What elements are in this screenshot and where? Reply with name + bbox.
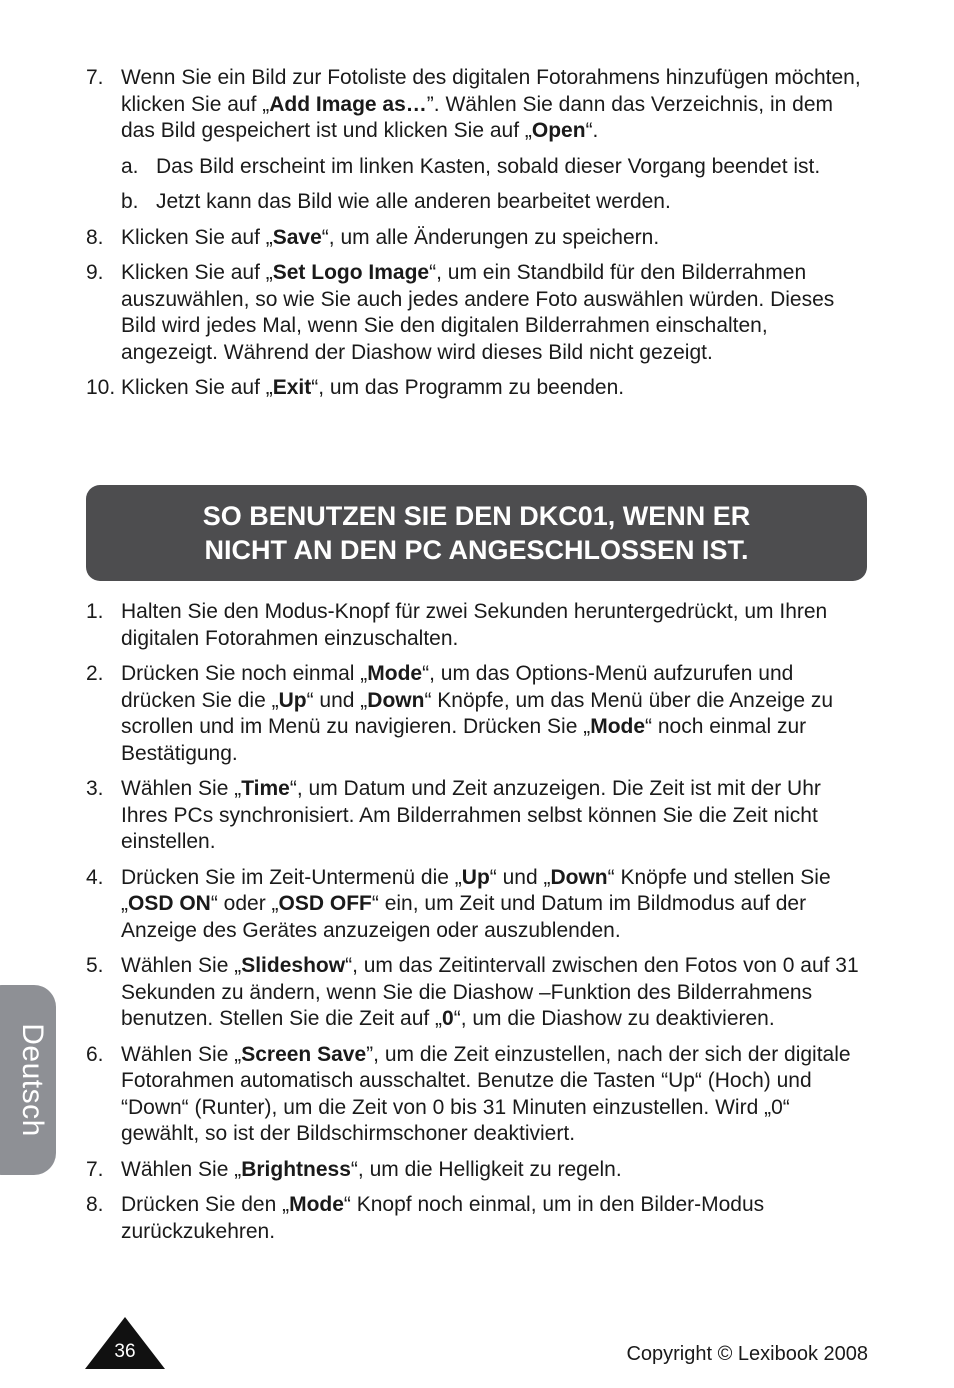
emphasized-term: Add Image as… [269, 92, 427, 116]
list-item-number: a. [121, 154, 139, 178]
list-item-text: “ noch einmal zur Bestätigung. [121, 715, 807, 765]
emphasized-term: Time [241, 777, 290, 800]
section-heading-line-1: SO BENUTZEN SIE DEN DKC01, WENN ER [202, 501, 751, 531]
list-item-number: 7. [86, 66, 104, 89]
emphasized-term: Down [367, 688, 425, 712]
list-item-text: Wählen Sie „ [121, 1157, 242, 1181]
list-item-text: Drücken Sie den „ [121, 1193, 290, 1216]
copyright-notice: Copyright © Lexibook 2008 [626, 1343, 868, 1365]
list-item-text: “, um Datum und Zeit anzuzeigen. Die Zeit ist mit der Uhr Ihres PCs synchronisiert. Am Bilderrahmen selbst können Sie die Zeit nicht einstellen. [121, 777, 821, 853]
list-item-text: “ oder „ [210, 892, 279, 915]
emphasized-term: Up [461, 865, 490, 889]
emphasized-term: Screen Save [241, 1042, 367, 1066]
section-heading-line-2: NICHT AN DEN PC ANGESCHLOSSEN IST. [204, 535, 749, 565]
list-item-number: 6. [86, 1042, 104, 1066]
list-item-number: 5. [86, 954, 104, 977]
list-item-text: “ und „ [489, 865, 551, 889]
list-item-number: b. [121, 190, 139, 213]
list-item [86, 776, 868, 856]
list-item [86, 865, 868, 945]
instructions-list-top [86, 65, 868, 411]
instructions-list-bottom [86, 599, 868, 1254]
list-item [86, 1042, 868, 1148]
list-item-text: ”. Wählen Sie dann das Verzeichnis, in dem das Bild gespeichert ist und klicken Sie auf „ [121, 92, 833, 142]
emphasized-term: Exit [272, 376, 312, 399]
list-item [86, 953, 868, 1033]
list-item-text: “, um das Zeitintervall zwischen den Fotos von 0 auf 31 Sekunden zu ändern, wenn Sie die Diashow –Funktion des Bilderrahmens benutzen. Stellen Sie die Zeit auf „ [121, 954, 859, 1030]
emphasized-term: Mode [590, 715, 646, 738]
list-item [86, 599, 868, 652]
list-item-text: “, um die Diashow zu deaktivieren. [453, 1007, 775, 1030]
list-item-text: “ Knöpfe, um das Menü über die Anzeige zu scrollen und im Menü zu navigieren. Drücken Sie „ [121, 688, 834, 738]
list-item-text: Jetzt kann das Bild wie alle anderen bearbeitet werden. [156, 190, 671, 213]
list-item-number: 7. [86, 1157, 104, 1181]
list-item-number: 9. [86, 261, 104, 284]
emphasized-term: Open [531, 119, 586, 142]
list-item-text: Klicken Sie auf „ [121, 376, 273, 399]
emphasized-term: Brightness [241, 1157, 351, 1181]
list-item-number: 1. [86, 600, 104, 623]
list-item-text: “, um ein Standbild für den Bilderrahmen auszuwählen, so wie Sie auch jedes andere Foto auswählen würden. Dieses Bild wird jedes Mal, wenn Sie den digitalen Bilderrahmen einschalten, angezeigt. Während der Diashow wird dieses Bild nicht gezeigt. [121, 261, 835, 364]
list-item-text: “, um das Programm zu beenden. [311, 376, 625, 399]
language-tab-label: Deutsch [16, 1023, 49, 1137]
emphasized-term: Down [550, 865, 608, 889]
list-item [86, 661, 868, 767]
list-item-text: Wenn Sie ein Bild zur Fotoliste des digitalen Fotorahmens hinzufügen möchten, klicken Sie auf „ [121, 66, 861, 116]
sub-list-item [121, 189, 868, 216]
list-item-text: Halten Sie den Modus-Knopf für zwei Sekunden heruntergedrückt, um Ihren digitalen Fotorahmen einzuschalten. [121, 600, 828, 650]
list-item [86, 225, 868, 252]
list-item-text: Wählen Sie „ [121, 1042, 242, 1066]
list-item-text: Das Bild erscheint im linken Kasten, sobald dieser Vorgang beendet ist. [156, 154, 821, 178]
emphasized-term: OSD OFF [278, 892, 372, 915]
list-item [86, 1192, 868, 1245]
list-item [86, 65, 868, 145]
emphasized-term: Up [278, 688, 307, 712]
list-item-text: “ Knopf noch einmal, um in den Bilder-Modus zurückzukehren. [121, 1193, 765, 1243]
list-item-text: “, um alle Änderungen zu speichern. [321, 225, 660, 249]
page-number: 36 [114, 1341, 136, 1362]
section-heading-banner [86, 485, 867, 581]
emphasized-term: Slideshow [241, 954, 346, 977]
list-item-number: 8. [86, 225, 104, 249]
list-item-number: 8. [86, 1193, 104, 1216]
list-item-text: Klicken Sie auf „ [121, 225, 273, 249]
list-item-text: ”, um die Zeit einzustellen, nach der sich der digitale Fotorahmen automatisch ausschaltet. Benutze die Tasten “Up“ (Hoch) und “Down“ (Runter), um die Zeit von 0 bis 31 Minuten einzustellen. Wird „0“ gewählt, so ist der Bildschirmschoner deaktiviert. [121, 1042, 851, 1145]
list-item-text: Klicken Sie auf „ [121, 261, 273, 284]
emphasized-term: Set Logo Image [272, 261, 430, 284]
emphasized-term: 0 [442, 1007, 454, 1030]
list-item [86, 260, 868, 366]
list-item-text: “ und „ [306, 688, 368, 712]
list-item-number: 2. [86, 662, 104, 685]
list-item-number: 4. [86, 865, 104, 889]
list-item-text: Drücken Sie noch einmal „ [121, 662, 368, 685]
list-item-text: “ ein, um Zeit und Datum im Bildmodus auf der Anzeige des Gerätes anzuzeigen oder auszublenden. [121, 892, 807, 942]
list-item-number: 3. [86, 777, 104, 800]
list-item [86, 375, 868, 402]
sub-list-item [121, 154, 868, 181]
list-item [86, 1157, 868, 1184]
list-item-text: Wählen Sie „ [121, 777, 242, 800]
list-item-text: Drücken Sie im Zeit-Untermenü die „ [121, 865, 462, 889]
emphasized-term: Mode [367, 662, 423, 685]
list-item-text: “ Knöpfe und stellen Sie „ [121, 865, 831, 915]
list-item-text: “, um das Options-Menü aufzurufen und drücken Sie die „ [121, 662, 794, 712]
list-item-text: Wählen Sie „ [121, 954, 242, 977]
emphasized-term: Save [272, 225, 322, 249]
list-item-text: “. [585, 119, 599, 142]
emphasized-term: OSD ON [128, 892, 211, 915]
list-item-text: “, um die Helligkeit zu regeln. [350, 1157, 622, 1181]
list-item-number: 10. [86, 376, 116, 399]
emphasized-term: Mode [289, 1193, 344, 1216]
